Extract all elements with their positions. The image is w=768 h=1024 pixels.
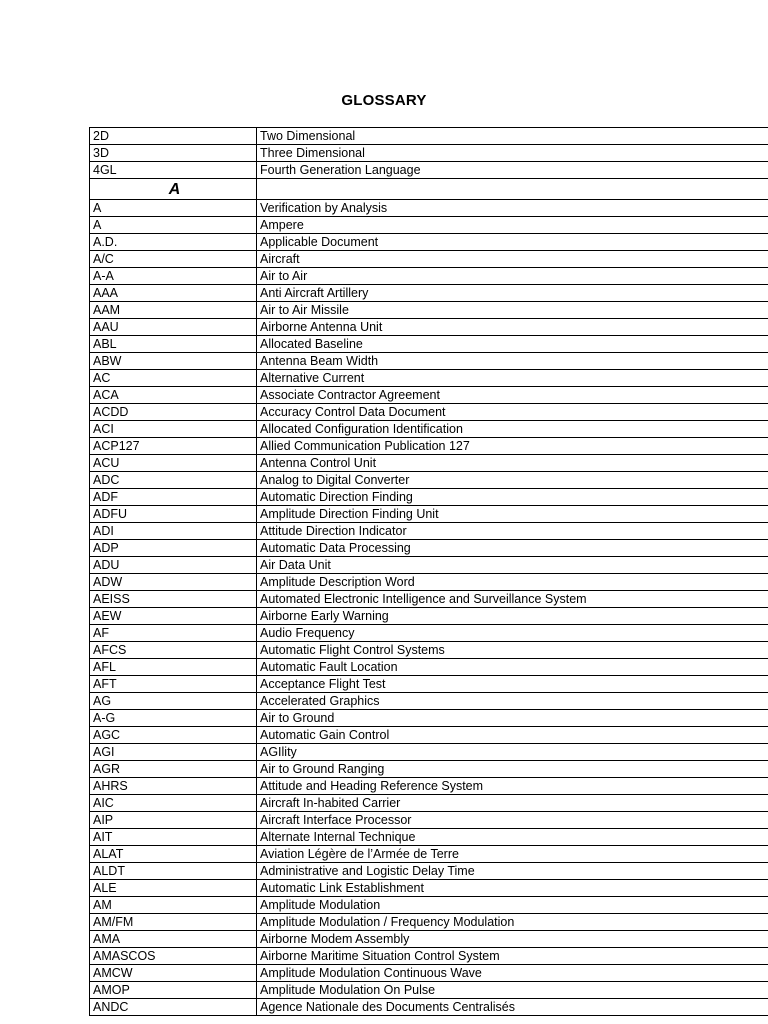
glossary-definition: Aircraft In-habited Carrier	[257, 795, 768, 812]
glossary-term: A	[90, 217, 257, 234]
glossary-row	[90, 608, 768, 625]
glossary-definition: Analog to Digital Converter	[257, 472, 768, 489]
glossary-definition: AGIlity	[257, 744, 768, 761]
glossary-term: 4GL	[90, 162, 257, 179]
glossary-row	[90, 897, 768, 914]
glossary-row	[90, 540, 768, 557]
glossary-row	[90, 421, 768, 438]
glossary-row	[90, 727, 768, 744]
glossary-term: ADF	[90, 489, 257, 506]
glossary-row	[90, 676, 768, 693]
glossary-definition: Allocated Configuration Identification	[257, 421, 768, 438]
glossary-definition: Automatic Fault Location	[257, 659, 768, 676]
glossary-row	[90, 625, 768, 642]
glossary-term: AMA	[90, 931, 257, 948]
glossary-definition: Airborne Antenna Unit	[257, 319, 768, 336]
glossary-term: AGC	[90, 727, 257, 744]
glossary-definition: Acceptance Flight Test	[257, 676, 768, 693]
glossary-term: A/C	[90, 251, 257, 268]
glossary-term: AM	[90, 897, 257, 914]
glossary-row	[90, 285, 768, 302]
glossary-term: A-G	[90, 710, 257, 727]
glossary-definition: Administrative and Logistic Delay Time	[257, 863, 768, 880]
glossary-term: ADI	[90, 523, 257, 540]
glossary-definition: Applicable Document	[257, 234, 768, 251]
glossary-definition: Automatic Data Processing	[257, 540, 768, 557]
glossary-row	[90, 455, 768, 472]
glossary-definition: Amplitude Description Word	[257, 574, 768, 591]
glossary-row	[90, 302, 768, 319]
glossary-row	[90, 812, 768, 829]
glossary-term: AFT	[90, 676, 257, 693]
section-header-row	[90, 179, 768, 200]
glossary-term: ALAT	[90, 846, 257, 863]
glossary-definition: Airborne Modem Assembly	[257, 931, 768, 948]
glossary-term: AFL	[90, 659, 257, 676]
glossary-term: AEISS	[90, 591, 257, 608]
glossary-row	[90, 336, 768, 353]
glossary-term: AAM	[90, 302, 257, 319]
section-letter-cell	[90, 179, 257, 200]
glossary-term: AM/FM	[90, 914, 257, 931]
glossary-term: ANDC	[90, 999, 257, 1016]
glossary-term: A.D.	[90, 234, 257, 251]
glossary-definition: Air to Ground Ranging	[257, 761, 768, 778]
glossary-row	[90, 710, 768, 727]
glossary-definition: Antenna Beam Width	[257, 353, 768, 370]
glossary-definition: Automatic Flight Control Systems	[257, 642, 768, 659]
glossary-term: AIC	[90, 795, 257, 812]
glossary-definition: Three Dimensional	[257, 145, 768, 162]
glossary-row	[90, 268, 768, 285]
glossary-definition: Amplitude Modulation On Pulse	[257, 982, 768, 999]
glossary-term: AGI	[90, 744, 257, 761]
glossary-definition: Air Data Unit	[257, 557, 768, 574]
glossary-term: AGR	[90, 761, 257, 778]
glossary-row	[90, 948, 768, 965]
glossary-row	[90, 506, 768, 523]
glossary-row	[90, 353, 768, 370]
glossary-definition: Agence Nationale des Documents Centralisés	[257, 999, 768, 1016]
glossary-term: AIP	[90, 812, 257, 829]
glossary-row	[90, 863, 768, 880]
glossary-row	[90, 982, 768, 999]
glossary-row	[90, 523, 768, 540]
glossary-definition: Audio Frequency	[257, 625, 768, 642]
glossary-definition: Attitude and Heading Reference System	[257, 778, 768, 795]
glossary-definition: Antenna Control Unit	[257, 455, 768, 472]
glossary-term: AMCW	[90, 965, 257, 982]
glossary-term: ACDD	[90, 404, 257, 421]
glossary-definition: Allied Communication Publication 127	[257, 438, 768, 455]
glossary-row	[90, 574, 768, 591]
glossary-term: ABW	[90, 353, 257, 370]
glossary-row	[90, 659, 768, 676]
glossary-row	[90, 693, 768, 710]
section-empty-cell	[257, 179, 768, 200]
glossary-row	[90, 387, 768, 404]
glossary-definition: Aircraft	[257, 251, 768, 268]
glossary-term: ADU	[90, 557, 257, 574]
glossary-term: ADC	[90, 472, 257, 489]
glossary-definition: Alternate Internal Technique	[257, 829, 768, 846]
glossary-definition: Aviation Légère de l’Armée de Terre	[257, 846, 768, 863]
glossary-term: ADP	[90, 540, 257, 557]
glossary-definition: Air to Ground	[257, 710, 768, 727]
glossary-row	[90, 438, 768, 455]
glossary-table	[89, 127, 768, 1016]
glossary-definition: Automatic Direction Finding	[257, 489, 768, 506]
glossary-row	[90, 472, 768, 489]
glossary-term: ACA	[90, 387, 257, 404]
glossary-term: AC	[90, 370, 257, 387]
page-title: GLOSSARY	[341, 92, 427, 109]
glossary-definition: Accuracy Control Data Document	[257, 404, 768, 421]
glossary-term: AMOP	[90, 982, 257, 999]
glossary-term: AAU	[90, 319, 257, 336]
glossary-row	[90, 591, 768, 608]
glossary-row	[90, 370, 768, 387]
glossary-definition: Automated Electronic Intelligence and Surveillance System	[257, 591, 768, 608]
glossary-term: ACI	[90, 421, 257, 438]
glossary-table-body	[90, 128, 768, 1016]
glossary-definition: Aircraft Interface Processor	[257, 812, 768, 829]
glossary-definition: Automatic Gain Control	[257, 727, 768, 744]
glossary-definition: Amplitude Modulation / Frequency Modulation	[257, 914, 768, 931]
glossary-term: AMASCOS	[90, 948, 257, 965]
glossary-term: AHRS	[90, 778, 257, 795]
glossary-term: ALDT	[90, 863, 257, 880]
glossary-definition: Air to Air Missile	[257, 302, 768, 319]
glossary-row	[90, 319, 768, 336]
glossary-definition: Two Dimensional	[257, 128, 768, 145]
glossary-definition: Ampere	[257, 217, 768, 234]
glossary-term: 2D	[90, 128, 257, 145]
glossary-definition: Verification by Analysis	[257, 200, 768, 217]
glossary-term: 3D	[90, 145, 257, 162]
glossary-definition: Amplitude Modulation Continuous Wave	[257, 965, 768, 982]
glossary-definition: Fourth Generation Language	[257, 162, 768, 179]
glossary-definition: Amplitude Direction Finding Unit	[257, 506, 768, 523]
section-letter: A	[168, 180, 181, 198]
glossary-row	[90, 128, 768, 145]
glossary-row	[90, 965, 768, 982]
glossary-definition: Allocated Baseline	[257, 336, 768, 353]
glossary-row	[90, 162, 768, 179]
glossary-row	[90, 642, 768, 659]
glossary-term: AFCS	[90, 642, 257, 659]
glossary-definition: Attitude Direction Indicator	[257, 523, 768, 540]
glossary-term: AG	[90, 693, 257, 710]
glossary-term: A	[90, 200, 257, 217]
glossary-term: A-A	[90, 268, 257, 285]
glossary-row	[90, 217, 768, 234]
glossary-term: ACU	[90, 455, 257, 472]
glossary-definition: Airborne Early Warning	[257, 608, 768, 625]
glossary-term: ABL	[90, 336, 257, 353]
glossary-row	[90, 829, 768, 846]
glossary-definition: Amplitude Modulation	[257, 897, 768, 914]
glossary-definition: Anti Aircraft Artillery	[257, 285, 768, 302]
glossary-row	[90, 999, 768, 1016]
glossary-definition: Alternative Current	[257, 370, 768, 387]
glossary-row	[90, 744, 768, 761]
glossary-row	[90, 557, 768, 574]
glossary-row	[90, 931, 768, 948]
glossary-row	[90, 404, 768, 421]
glossary-definition: Airborne Maritime Situation Control System	[257, 948, 768, 965]
glossary-term: AIT	[90, 829, 257, 846]
glossary-term: ADW	[90, 574, 257, 591]
glossary-definition: Air to Air	[257, 268, 768, 285]
glossary-row	[90, 489, 768, 506]
glossary-row	[90, 795, 768, 812]
glossary-row	[90, 846, 768, 863]
glossary-term: ACP127	[90, 438, 257, 455]
glossary-row	[90, 778, 768, 795]
glossary-term: AAA	[90, 285, 257, 302]
glossary-row	[90, 914, 768, 931]
glossary-term: AEW	[90, 608, 257, 625]
glossary-definition: Accelerated Graphics	[257, 693, 768, 710]
glossary-row	[90, 145, 768, 162]
glossary-row	[90, 234, 768, 251]
glossary-row	[90, 761, 768, 778]
glossary-term: ADFU	[90, 506, 257, 523]
glossary-definition: Associate Contractor Agreement	[257, 387, 768, 404]
glossary-term: AF	[90, 625, 257, 642]
glossary-term: ALE	[90, 880, 257, 897]
glossary-row	[90, 880, 768, 897]
glossary-row	[90, 251, 768, 268]
glossary-definition: Automatic Link Establishment	[257, 880, 768, 897]
glossary-row	[90, 200, 768, 217]
